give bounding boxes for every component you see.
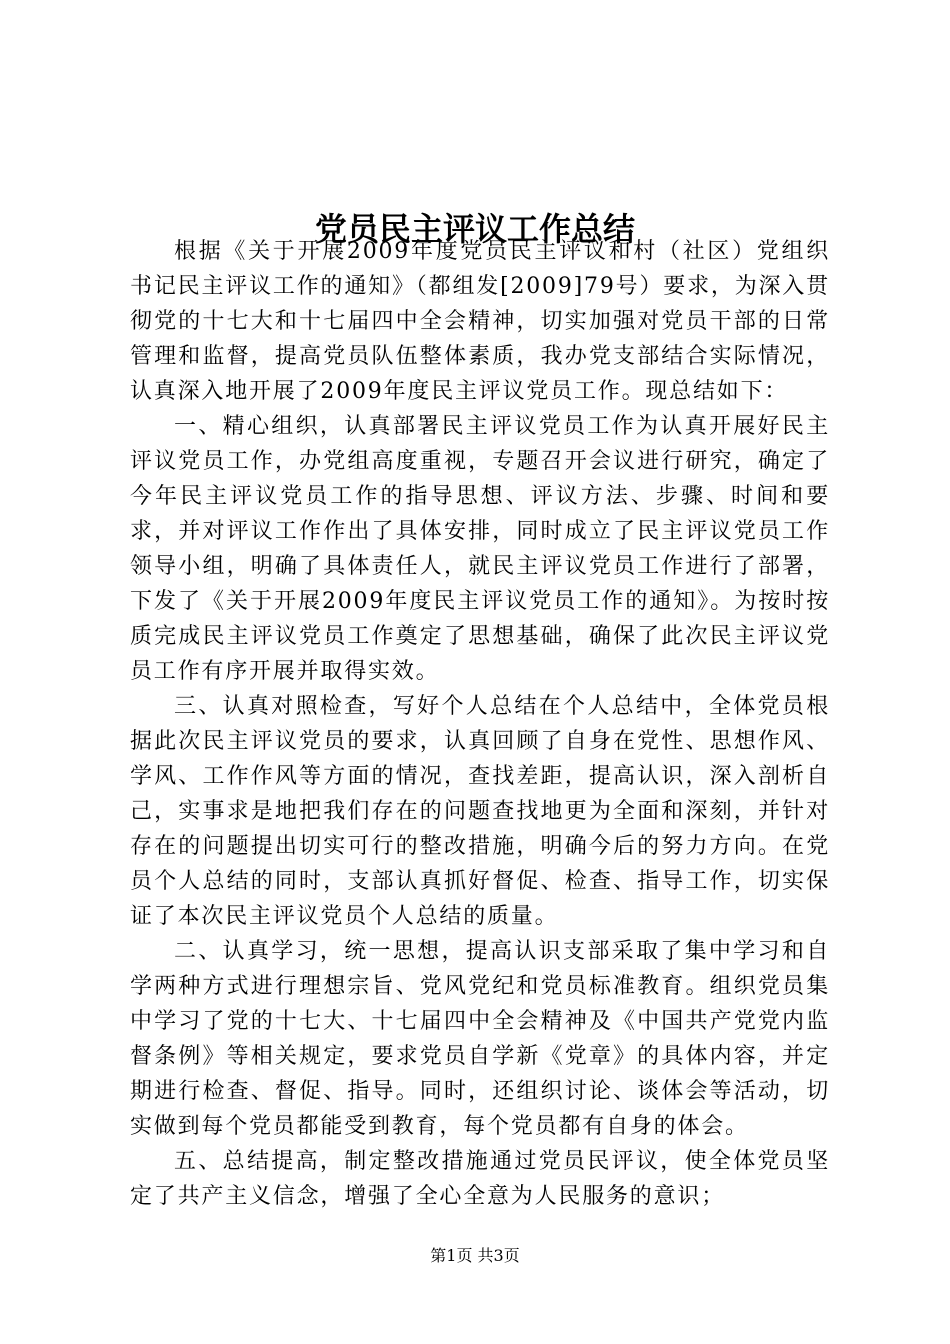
document-title: 党员民主评议工作总结 (314, 210, 635, 249)
paragraph-section-3: 三、认真对照检查，写好个人总结在个人总结中，全体党员根据此次民主评议党员的要求，认真回顾了自身在党性、思想作风、学风、工作作风等方面的情况，查找差距，提高认识，深入剖析自己，实事求是地把我们存在的问题查找地更为全面和深刻，并针对存在的问题提出切实可行的整改措施，明确今后的努力方向。在党员个人总结的同时，支部认真抓好督促、检查、指导工作，切实保证了本次民主评议党员个人总结的质量。 (130, 694, 830, 929)
paragraph-section-5: 五、总结提高，制定整改措施通过党员民评议，使全体党员坚定了共产主义信念，增强了全心全意为人民服务的意识； (130, 1149, 830, 1209)
document-body (130, 234, 830, 1214)
paragraph-intro: 根据《关于开展2009年度党员民主评议和村（社区）党组织书记民主评议工作的通知》（都组发[2009]79号）要求，为深入贯彻党的十七大和十七届四中全会精神，切实加强对党员干部的日常管理和监督，提高党员队伍整体素质，我办党支部结合实际情况，认真深入地开展了2009年度民主评议党员工作。现总结如下： (130, 239, 830, 404)
paragraph-section-1: 一、精心组织，认真部署民主评议党员工作为认真开展好民主评议党员工作，办党组高度重视，专题召开会议进行研究，确定了今年民主评议党员工作的指导思想、评议方法、步骤、时间和要求，并对评议工作作出了具体安排，同时成立了民主评议党员工作领导小组，明确了具体责任人，就民主评议党员工作进行了部署，下发了《关于开展2009年度民主评议党员工作的通知》。为按时按质完成民主评议党员工作奠定了思想基础，确保了此次民主评议党员工作有序开展并取得实效。 (130, 414, 830, 684)
page-number-footer: 第1页 共3页 (430, 1246, 520, 1265)
paragraph-section-2: 二、认真学习，统一思想，提高认识支部采取了集中学习和自学两种方式进行理想宗旨、党风党纪和党员标准教育。组织党员集中学习了党的十七大、十七届四中全会精神及《中国共产党党内监督条例》等相关规定，要求党员自学新《党章》的具体内容，并定期进行检查、督促、指导。同时，还组织讨论、谈体会等活动，切实做到每个党员都能受到教育，每个党员都有自身的体会。 (130, 939, 830, 1139)
